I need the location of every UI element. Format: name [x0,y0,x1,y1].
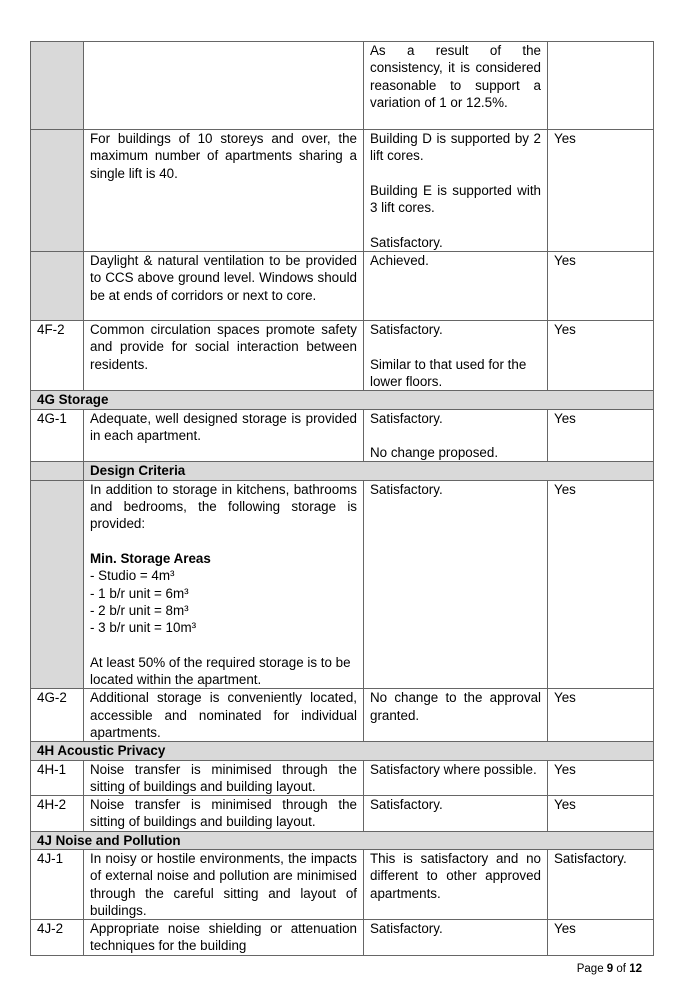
list-item: - 1 b/r unit = 6m³ [90,585,189,601]
code-cell [31,480,84,689]
comment-text: Satisfactory where possible. [370,761,537,777]
compliance-text: Yes [554,797,576,813]
compliance-cell [548,409,654,462]
comment-cell [364,409,548,462]
table-row [31,796,654,832]
section-title: 4J Noise and Pollution [31,831,654,849]
compliance-cell [548,760,654,796]
compliance-text: Yes [554,410,576,426]
compliance-text: Yes [554,481,576,497]
code-text: 4F-2 [37,322,65,338]
page-label: Page [576,963,604,975]
table-row [31,920,654,956]
code-cell [31,252,84,321]
compliance-text: Yes [554,690,576,706]
requirement-text: Common circulation spaces promote safety and provide for social interaction between residents. [90,322,357,372]
page-total: 12 [629,963,642,975]
comment-text: No change proposed. [370,445,499,461]
code-cell [31,42,84,130]
table-row [31,252,654,321]
requirement-cell [84,321,364,391]
page-of: of [616,963,626,975]
compliance-text: Satisfactory. [554,850,627,866]
requirement-cell [84,480,364,689]
comment-cell [364,796,548,832]
comment-text: Building E is supported with 3 lift cores. [370,182,541,216]
code-cell [31,920,84,956]
requirement-text: Adequate, well designed storage is provided in each apartment. [90,410,357,443]
requirement-cell [84,252,364,321]
comment-text: Satisfactory. [370,322,443,338]
requirement-text: In addition to storage in kitchens, bathrooms and bedrooms, the following storage is provided: [90,481,357,532]
code-text: 4J-2 [37,921,64,937]
comment-text: This is satisfactory and no different to other approved apartments. [370,850,541,901]
compliance-cell [548,689,654,742]
section-title: 4H Acoustic Privacy [31,742,654,760]
compliance-cell [548,321,654,391]
requirement-cell [84,796,364,832]
compliance-cell [548,252,654,321]
requirement-cell [84,409,364,462]
comment-text: Satisfactory. [370,797,443,813]
compliance-text: Yes [554,253,576,269]
compliance-cell [548,130,654,252]
table-row [31,462,654,480]
comment-cell [364,760,548,796]
code-text: 4J-1 [37,850,64,866]
code-cell [31,796,84,832]
compliance-cell [548,920,654,956]
table-row [31,480,654,689]
requirement-text: Additional storage is conveniently located, accessible and nominated for individual apartments. [90,690,357,740]
storage-subheading: Min. Storage Areas [90,550,211,566]
compliance-text: Yes [554,131,576,146]
comment-text: Satisfactory. [370,410,443,426]
comment-text: Satisfactory. [370,921,443,937]
compliance-cell [548,796,654,832]
design-criteria-heading [84,462,654,480]
code-text: 4G-1 [37,410,67,426]
section-header [31,831,654,849]
code-cell [31,321,84,391]
code-cell [31,849,84,919]
code-text: 4G-2 [37,690,67,706]
requirement-text: For buildings of 10 storeys and over, the maximum number of apartments sharing a single lift is 40. [90,131,357,181]
table-row [31,42,654,130]
list-item: - 2 b/r unit = 8m³ [90,602,189,618]
table-row [31,321,654,391]
requirement-text: Daylight & natural ventilation to be provided to CCS above ground level. Windows should be at ends of corridors or next to core. [90,253,357,303]
comment-cell [364,252,548,321]
code-text: 4H-1 [37,761,67,777]
comment-text: Building D is supported by 2 lift cores. [370,131,541,164]
requirement-cell [84,849,364,919]
requirement-text: In noisy or hostile environments, the impacts of external noise and pollution are minimised through the careful sitting and layout of buildings. [90,850,357,918]
compliance-text: Yes [554,322,576,338]
compliance-cell [548,42,654,130]
design-criteria-text: Design Criteria [90,463,186,479]
compliance-text: Yes [554,921,576,937]
comment-cell [364,920,548,956]
comment-cell [364,480,548,689]
compliance-cell [548,849,654,919]
code-cell [31,409,84,462]
section-header [31,391,654,409]
list-item: - 3 b/r unit = 10m³ [90,620,197,636]
comment-text: No change to the approval granted. [370,690,541,723]
code-text: 4H-2 [37,797,67,813]
requirement-cell [84,760,364,796]
comment-cell [364,130,548,252]
comment-cell [364,849,548,919]
comment-text: Similar to that used for the lower floors. [370,356,527,389]
code-cell [31,462,84,480]
requirement-text: Noise transfer is minimised through the sitting of buildings and building layout. [90,797,357,830]
table-row [31,409,654,462]
comment-text: As a result of the consistency, it is considered reasonable to support a variation of 1 or 12.5%. [370,43,541,110]
requirement-cell [84,689,364,742]
section-title: 4G Storage [31,391,654,409]
comment-cell [364,321,548,391]
requirement-cell [84,920,364,956]
comment-text: Satisfactory. [370,234,443,250]
requirement-note: At least 50% of the required storage is to be located within the apartment. [90,654,351,688]
requirement-cell [84,130,364,252]
table-row [31,689,654,742]
requirement-text: Noise transfer is minimised through the sitting of buildings and building layout. [90,761,357,794]
requirement-cell [84,42,364,130]
comment-cell [364,689,548,742]
comment-cell [364,42,548,130]
section-header [31,742,654,760]
compliance-table [30,41,654,956]
table-row [31,849,654,919]
comment-text: Achieved. [370,253,429,269]
requirement-text: Appropriate noise shielding or attenuation techniques for the building [90,921,357,954]
page-number [577,961,642,978]
compliance-text: Yes [554,761,576,777]
code-cell [31,130,84,252]
code-cell [31,689,84,742]
comment-text: Satisfactory. [370,481,443,497]
table-row [31,760,654,796]
code-cell [31,760,84,796]
list-item: - Studio = 4m³ [90,568,175,584]
compliance-cell [548,480,654,689]
page-current: 9 [606,963,614,975]
table-row [31,130,654,252]
